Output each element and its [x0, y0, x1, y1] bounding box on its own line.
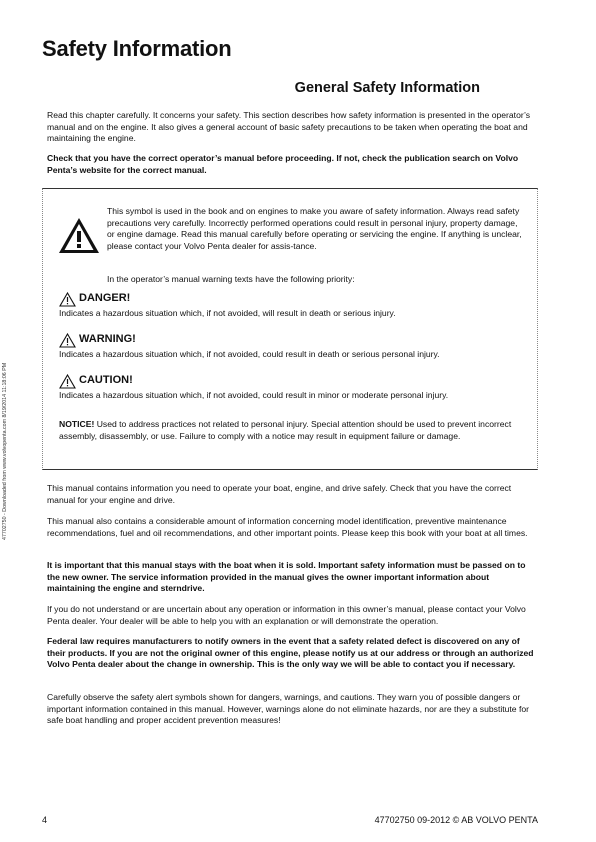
- safety-warning-box: [42, 188, 538, 470]
- warning-text: Indicates a hazardous situation which, if not avoided, could result in death or serious personal injury.: [59, 349, 440, 359]
- section-title: General Safety Information: [294, 80, 480, 96]
- body-paragraph-5: Federal law requires manufacturers to notify owners in the event that a safety related defect is discovered on any of their products. If you are not the original owner of this engine, please notify us at our address or through an authorized Volvo Penta dealer about the change in ownership. This is the only way we will be able to contact you if necessary.: [47, 636, 534, 670]
- publication-footer: 47702750 09-2012 © AB VOLVO PENTA: [374, 815, 538, 825]
- intro-paragraph: Read this chapter carefully. It concerns your safety. This section describes how safety information is presented in the operator’s manual and on the engine. It also gives a general account of basic safety precautions to be taken when operating the boat and maintaining the engine.: [47, 110, 531, 144]
- body-paragraph-1: This manual contains information you need to operate your boat, engine, and drive safely. Check that you have the correct manual for your engine and drive.: [47, 483, 512, 505]
- warning-block: [59, 331, 529, 361]
- body-paragraph-4: If you do not understand or are uncertain about any operation or information in this owner’s manual, please contact your Volvo Penta dealer. Your dealer will be able to help you with an explanation or will demonstrate the operation.: [47, 604, 526, 626]
- page-title: Safety Information: [42, 36, 232, 61]
- caution-label: CAUTION!: [79, 374, 133, 387]
- symbol-explanation: This symbol is used in the book and on engines to make you aware of safety information. Always read safety precautions very carefully. Incorrectly performed operations could result in personal injury, property damage, or engine damage. Read this manual carefully before operating or servicing the engine. If anything is unclear, please contact your Volvo Penta dealer for assis-tance.: [107, 206, 522, 251]
- notice-block: [59, 419, 524, 442]
- notice-text: Used to address practices not related to personal injury. Special attention should be used to prevent incorrect assembly, disassembly, or use. Failure to comply with a notice may result in equipment failure or damage.: [59, 419, 512, 441]
- page-number: 4: [42, 815, 48, 825]
- intro-bold-paragraph: Check that you have the correct operator’s manual before proceeding. If not, check the publication search on Volvo Penta’s website for the correct manual.: [47, 153, 519, 175]
- body-paragraph-2: This manual also contains a considerable amount of information concerning model identification, preventive maintenance recommendations, fuel and oil recommendations, and other important points. Please keep this book with your boat at all times.: [47, 516, 528, 538]
- warning-triangle-outline-icon: [59, 374, 76, 389]
- warning-label: WARNING!: [79, 333, 136, 346]
- danger-block: [59, 290, 529, 320]
- notice-label: NOTICE!: [59, 419, 95, 429]
- danger-label: DANGER!: [79, 292, 131, 305]
- warning-triangle-outline-icon: [59, 292, 76, 307]
- danger-text: Indicates a hazardous situation which, if not avoided, will result in death or serious injury.: [59, 308, 396, 318]
- priority-intro: In the operator’s manual warning texts have the following priority:: [107, 274, 355, 284]
- caution-text: Indicates a hazardous situation which, if not avoided, could result in minor or moderate personal injury.: [59, 390, 449, 400]
- warning-triangle-outline-icon: [59, 333, 76, 348]
- body-paragraph-3: It is important that this manual stays with the boat when it is sold. Important safety information must be passed on to the new owner. The service information provided in the manual gives the owner important information about maintaining the engine and sterndrive.: [47, 560, 526, 594]
- caution-block: [59, 372, 529, 402]
- side-download-note: 47702750 - Downloaded from www.volvopenta.com 8/19/2014 11:18:06 PM: [2, 362, 8, 540]
- body-paragraph-6: Carefully observe the safety alert symbols shown for dangers, warnings, and cautions. They warn you of possible dangers or important information contained in this manual. However, warnings alone do not eliminate hazards, nor are they a substitute for safe boat handling and proper accident prevention measures!: [47, 692, 529, 726]
- warning-triangle-icon: [58, 217, 100, 255]
